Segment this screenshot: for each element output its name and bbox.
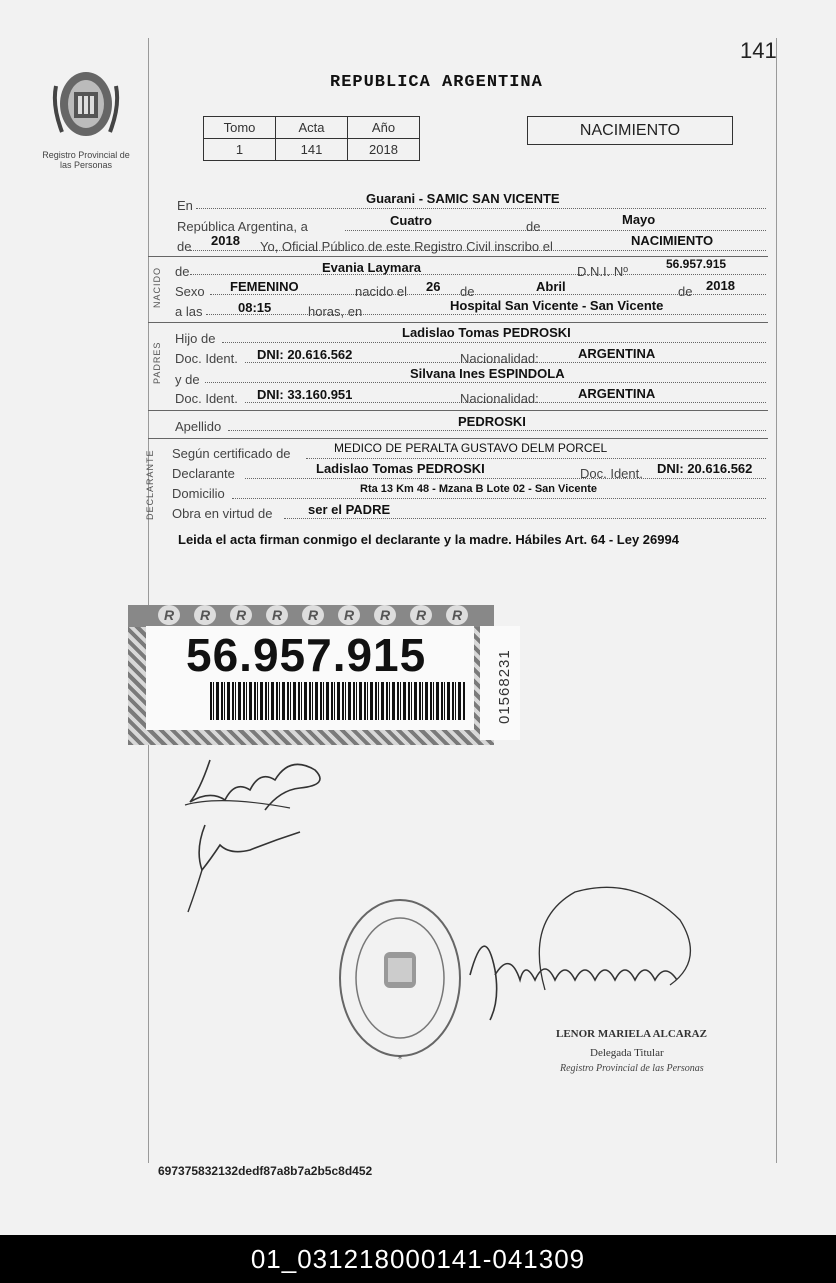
declarante-label: Declarante: [172, 466, 235, 481]
domicilio-label: Domicilio: [172, 486, 225, 501]
sticker-letter: R: [194, 605, 216, 625]
dotted-line: [228, 430, 766, 431]
sticker-letter: R: [230, 605, 252, 625]
declarante-signature-icon: [180, 750, 340, 920]
footer-filename: 01_031218000141-041309: [0, 1235, 836, 1283]
padres-section-label: PADRES: [152, 341, 162, 384]
doc-ident-label: Doc. Ident.: [175, 391, 238, 406]
table-cell: 2018: [348, 139, 420, 161]
lugar-value: Guarani - SAMIC SAN VICENTE: [366, 191, 560, 206]
table-cell: 141: [276, 139, 348, 161]
de-label: de: [678, 284, 693, 299]
doc-ident-label: Doc. Ident.: [580, 466, 643, 481]
padre-doc-value: DNI: 20.616.562: [257, 347, 353, 362]
mes-value: Abril: [536, 279, 566, 294]
sticker-letter: R: [266, 605, 288, 625]
table-header-cell: Tomo: [204, 117, 276, 139]
sticker-letter: R: [158, 605, 180, 625]
registro-caption: Registro Provincial de las Personas: [42, 150, 130, 170]
madre-value: Silvana Ines ESPINDOLA: [410, 366, 565, 381]
dni-label: D.N.I. Nº: [577, 264, 628, 279]
certificado-label: Según certificado de: [172, 446, 291, 461]
section-divider: [148, 322, 768, 323]
dotted-line: [245, 478, 766, 479]
en-label: En: [177, 198, 193, 213]
dia-value: 26: [426, 279, 441, 294]
table-cell: 1: [204, 139, 276, 161]
de-label: de: [526, 219, 541, 234]
section-divider: [148, 410, 768, 411]
table-header-cell: Acta: [276, 117, 348, 139]
left-margin-line: [148, 38, 149, 1163]
official-organism: Registro Provincial de las Personas: [560, 1063, 704, 1074]
hijo-de-label: Hijo de: [175, 331, 216, 346]
page-number: 141: [740, 38, 777, 63]
leida-text: Leida el acta firman conmigo el declarante y la madre. Hábiles Art. 64 - Ley 26994: [178, 532, 679, 547]
sticker-letter: R: [446, 605, 468, 625]
oficial-text: Yo, Oficial Público de este Registro Civil inscribo el: [260, 239, 553, 254]
hora-value: 08:15: [238, 300, 272, 315]
mes-value: Mayo: [622, 212, 656, 227]
republica-label: República Argentina, a: [177, 219, 308, 234]
tomo-acta-anio-table: [203, 116, 420, 161]
sticker-letter: R: [338, 605, 360, 625]
dni-value: 56.957.915: [666, 257, 727, 271]
doc-ident-label: Doc. Ident.: [175, 351, 238, 366]
sticker-letter: R: [302, 605, 324, 625]
acta-type-box: NACIMIENTO: [527, 116, 733, 145]
right-margin-line: [776, 38, 777, 1163]
sticker-code: 01568231: [496, 649, 513, 724]
nombre-value: Evania Laymara: [322, 260, 422, 275]
obra-value: ser el PADRE: [308, 502, 391, 517]
madre-nacionalidad-value: ARGENTINA: [578, 386, 656, 401]
nacido-el-label: nacido el: [355, 284, 408, 299]
declarante-section-label: DECLARANTE: [145, 449, 155, 520]
dotted-line: [284, 518, 766, 519]
tipo-value: NACIMIENTO: [631, 233, 714, 248]
document-title: REPUBLICA ARGENTINA: [330, 73, 543, 92]
sticker-dni-number: 56.957.915: [186, 629, 427, 681]
apellido-value: PEDROSKI: [458, 414, 526, 429]
dotted-line: [196, 208, 766, 209]
provincial-seal-logo-icon: [48, 66, 124, 142]
dia-texto-value: Cuatro: [390, 213, 432, 228]
official-name: LENOR MARIELA ALCARAZ: [556, 1028, 707, 1040]
official-signature-icon: [465, 880, 715, 1030]
nacionalidad-label: Nacionalidad:: [460, 391, 539, 406]
table-row: [204, 139, 420, 161]
svg-text:*: *: [397, 1054, 403, 1065]
nacido-section-label: NACIDO: [152, 266, 162, 308]
dotted-line: [222, 342, 766, 343]
y-de-label: y de: [175, 372, 200, 387]
section-divider: [148, 438, 768, 439]
dotted-line: [306, 458, 766, 459]
declarante-nombre-value: Ladislao Tomas PEDROSKI: [316, 461, 485, 476]
barcode-icon: [210, 682, 466, 720]
padre-value: Ladislao Tomas PEDROSKI: [402, 325, 571, 340]
apellido-label: Apellido: [175, 419, 222, 434]
sticker-letter: R: [410, 605, 432, 625]
de-label: de: [460, 284, 475, 299]
anio-value: 2018: [211, 233, 240, 248]
lugar-nacimiento-value: Hospital San Vicente - San Vicente: [450, 298, 664, 313]
dotted-line: [345, 230, 766, 231]
padre-nacionalidad-value: ARGENTINA: [578, 346, 656, 361]
sexo-label: Sexo: [175, 284, 205, 299]
obra-label: Obra en virtud de: [172, 506, 273, 521]
dotted-line: [232, 498, 766, 499]
sticker-letter: R: [374, 605, 396, 625]
alas-label: a las: [175, 304, 203, 319]
document-hash: 697375832132dedf87a8b7a2b5c8d452: [158, 1164, 373, 1178]
domicilio-value: Rta 13 Km 48 - Mzana B Lote 02 - San Vicente: [360, 483, 597, 495]
dotted-line: [206, 314, 766, 315]
de-label: de: [177, 239, 192, 254]
table-header-cell: Año: [348, 117, 420, 139]
dotted-line: [190, 274, 766, 275]
declarante-doc-value: DNI: 20.616.562: [657, 461, 753, 476]
de-label: de: [175, 264, 190, 279]
table-header-row: [204, 117, 420, 139]
dotted-line: [205, 382, 766, 383]
official-stamp-icon: [330, 890, 470, 1070]
certificado-value: MEDICO DE PERALTA GUSTAVO DELM PORCEL: [334, 441, 608, 455]
official-title: Delegada Titular: [590, 1047, 664, 1059]
horas-en-label: horas, en: [308, 304, 363, 319]
anio-value: 2018: [706, 278, 735, 293]
nacionalidad-label: Nacionalidad:: [460, 351, 539, 366]
sexo-value: FEMENINO: [230, 279, 299, 294]
madre-doc-value: DNI: 33.160.951: [257, 387, 353, 402]
